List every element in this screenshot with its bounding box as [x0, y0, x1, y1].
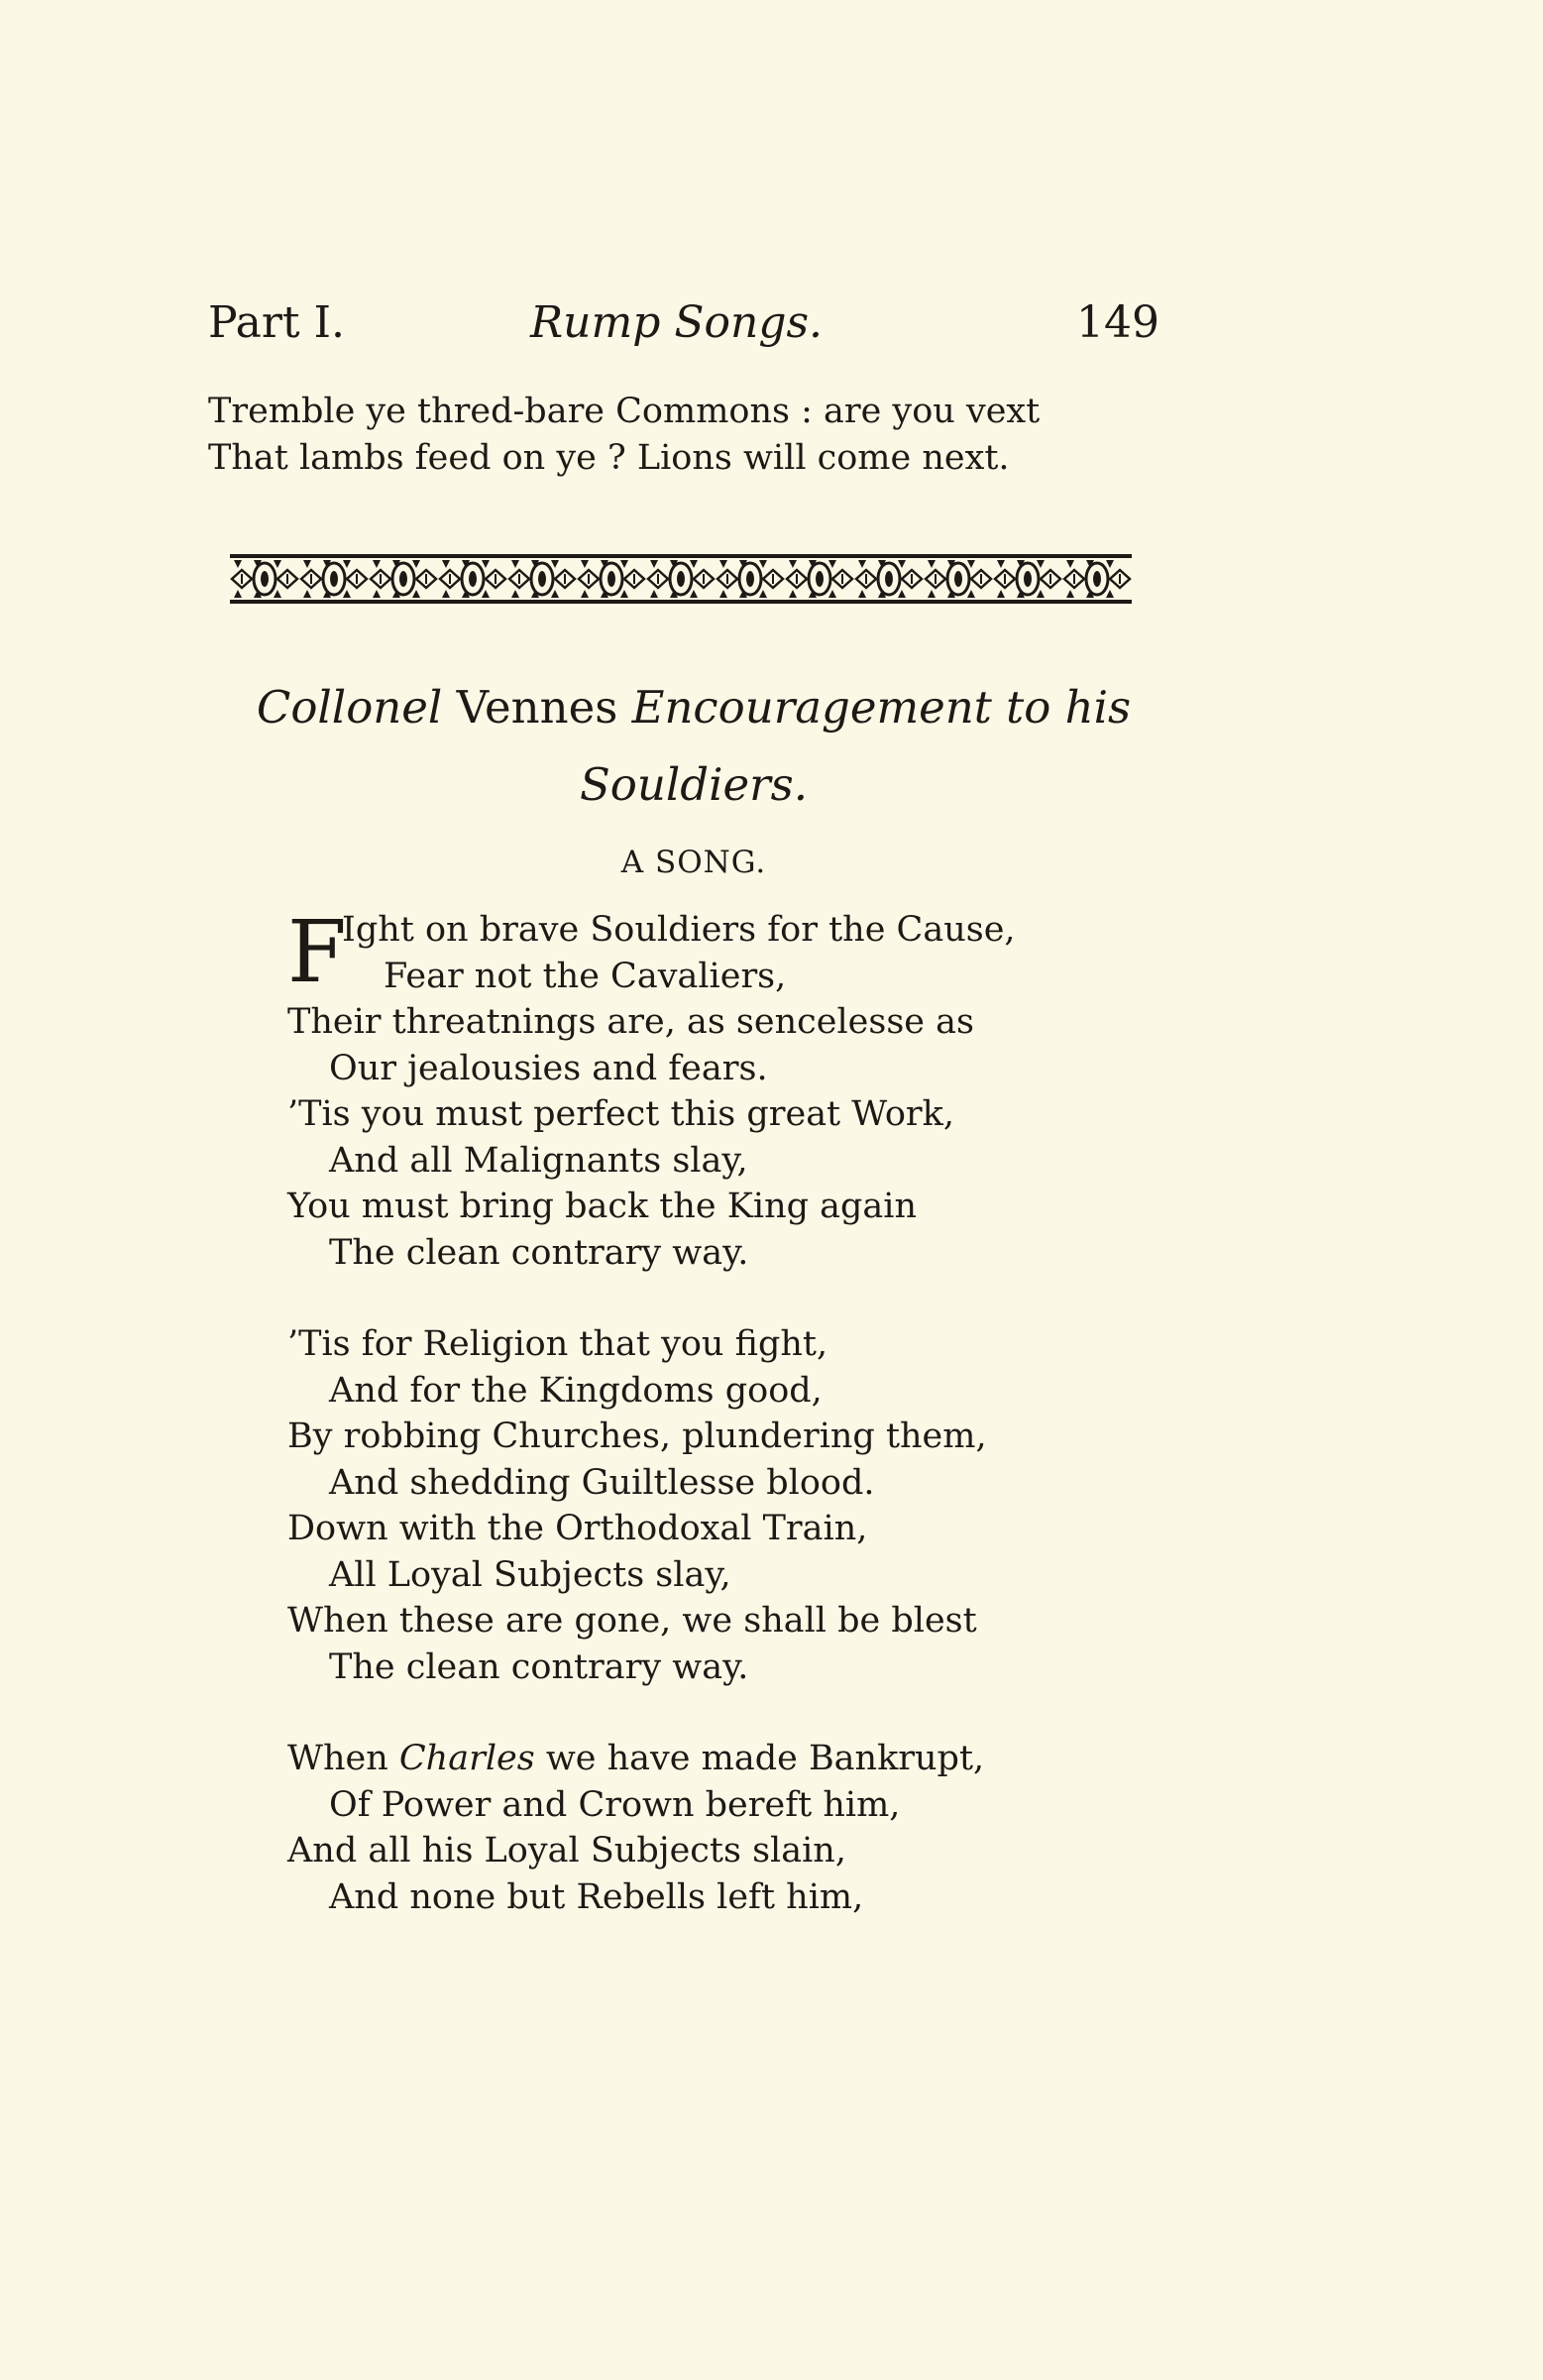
title-name: Vennes: [442, 681, 632, 734]
ornamental-border-icon: [230, 550, 1132, 608]
stanza-1: [287, 903, 1016, 1276]
verse-line: By robbing Churches, plundering them,: [287, 1417, 987, 1456]
verse-line: And shedding Guiltlesse blood.: [329, 1462, 875, 1503]
header-title: Rump Songs.: [530, 297, 824, 348]
verse-line: And none but Rebells left him,: [329, 1876, 864, 1917]
drop-cap: F: [287, 903, 347, 1002]
verse-line: Tremble ye thred-bare Commons : are you vext: [208, 392, 1041, 431]
verse-line: Fear not the Cavaliers,: [384, 956, 787, 996]
verse-line: All Loyal Subjects slay,: [329, 1554, 731, 1595]
verse-line: And all Malignants slay,: [329, 1140, 748, 1181]
verse-line: When Charles we have made Bankrupt,: [287, 1739, 985, 1778]
verse-line: That lambs feed on ye ? Lions will come next.: [208, 438, 1010, 478]
verse-line: Of Power and Crown bereft him,: [329, 1784, 901, 1825]
verse-line: You must bring back the King again: [287, 1187, 918, 1226]
page-number: 149: [1076, 297, 1159, 348]
title-part: Collonel: [256, 681, 443, 734]
stanza-2: [287, 1321, 987, 1690]
verse-line: Their threatnings are, as sencelesse as: [287, 1002, 974, 1042]
verse-line: The clean contrary way.: [329, 1232, 749, 1273]
title-part: Souldiers.: [579, 758, 809, 811]
verse-line: Down with the Orthodoxal Train,: [287, 1509, 868, 1548]
verse-line: ’Tis you must perfect this great Work,: [287, 1094, 954, 1134]
header-part: Part I.: [208, 297, 345, 348]
running-header: [208, 297, 1159, 367]
verse-line: And all his Loyal Subjects slain,: [287, 1831, 846, 1870]
verse-line: The clean contrary way.: [329, 1646, 749, 1687]
name-charles: Charles: [398, 1739, 535, 1778]
verse-line: ’Tis for Religion that you fight,: [287, 1324, 828, 1364]
verse-line: When these are gone, we shall be blest: [287, 1601, 977, 1641]
verse-line: And for the Kingdoms good,: [329, 1370, 823, 1411]
preceding-verse: [208, 389, 1040, 482]
verse-line: Ight on brave Souldiers for the Cause,: [342, 910, 1016, 950]
poem-title: [168, 669, 1219, 824]
title-part: Encouragement to his: [631, 681, 1132, 734]
stanza-3: [287, 1736, 984, 1920]
verse-line: Our jealousies and fears.: [329, 1048, 768, 1088]
subheading: A SONG.: [620, 845, 767, 880]
